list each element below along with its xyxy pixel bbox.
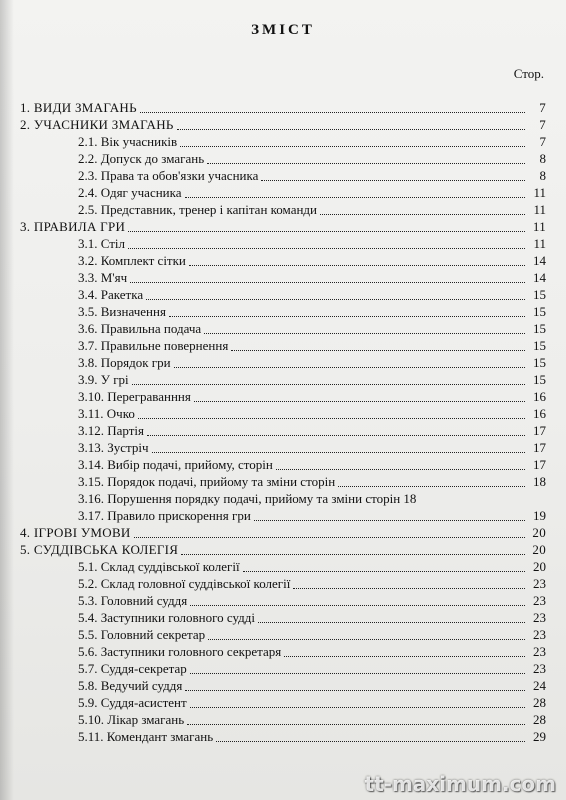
dot-leader bbox=[190, 604, 525, 606]
toc-entry-number: 2.4. bbox=[78, 185, 98, 200]
toc-entry-number: 3.14. bbox=[78, 457, 104, 472]
toc-entry-title bbox=[20, 101, 140, 115]
toc-entry-number: 3.17. bbox=[78, 508, 104, 523]
toc-entry-page: 11 bbox=[533, 185, 546, 200]
toc-entry-page: 18 bbox=[533, 474, 546, 489]
toc-entry-number: 3. bbox=[20, 219, 31, 234]
toc-entry-page: 20 bbox=[532, 542, 546, 557]
toc-entry-label: Порядок подачі, прийому та зміни сторін bbox=[107, 474, 336, 489]
toc-entry-label: Представник, тренер і капітан команди bbox=[100, 202, 317, 217]
toc-entry-number: 2.2. bbox=[78, 151, 98, 166]
toc-entry-number: 3.5. bbox=[78, 304, 98, 319]
toc-entry bbox=[20, 608, 546, 625]
toc-entry-label: Одяг учасника bbox=[100, 185, 182, 200]
toc-entry-page: 7 bbox=[539, 100, 546, 115]
toc-entry bbox=[20, 251, 546, 268]
toc-entry-number: 3.8. bbox=[78, 355, 98, 370]
dot-leader bbox=[180, 145, 525, 147]
toc-entry-number: 3.11. bbox=[78, 406, 104, 421]
toc-entry-number: 5.6. bbox=[78, 644, 98, 659]
toc-entry-label: ІГРОВІ УМОВИ bbox=[33, 525, 131, 540]
dot-leader bbox=[132, 383, 525, 385]
toc-entry bbox=[20, 659, 546, 676]
dot-leader bbox=[293, 587, 525, 589]
toc-entry-label: Права та обов'язки учасника bbox=[100, 168, 259, 183]
dot-leader bbox=[181, 553, 525, 555]
dot-leader bbox=[231, 349, 525, 351]
toc-entry-label: М'яч bbox=[100, 270, 128, 285]
toc-entry-page: 23 bbox=[533, 593, 546, 608]
toc-entry-title bbox=[78, 662, 190, 676]
toc-entry-number: 5.9. bbox=[78, 695, 98, 710]
toc-entry-number: 5.5. bbox=[78, 627, 98, 642]
toc-entry-number: 3.15. bbox=[78, 474, 104, 489]
toc-entry-title bbox=[78, 696, 190, 710]
dot-leader bbox=[187, 723, 525, 725]
toc-entry-page: 17 bbox=[533, 423, 546, 438]
dot-leader bbox=[138, 417, 525, 419]
toc-entry-number: 5.7. bbox=[78, 661, 98, 676]
dot-leader bbox=[207, 162, 525, 164]
toc-entry-title bbox=[78, 339, 231, 353]
toc-entry-title bbox=[78, 458, 276, 472]
toc-entry-page: 23 bbox=[533, 627, 546, 642]
toc-entry-label: Зустріч bbox=[107, 440, 149, 455]
toc-entry-title bbox=[20, 543, 181, 557]
toc-entry-number: 5.3. bbox=[78, 593, 98, 608]
toc-entry-title bbox=[78, 271, 130, 285]
dot-leader bbox=[204, 332, 525, 334]
toc-entry-title bbox=[20, 526, 134, 540]
site-watermark: tt-maximum.com bbox=[364, 772, 556, 796]
toc-entry bbox=[20, 591, 546, 608]
toc-entry-page: 23 bbox=[533, 610, 546, 625]
toc-entry bbox=[20, 557, 546, 574]
dot-leader bbox=[338, 485, 525, 487]
toc-entry-number: 3.13. bbox=[78, 440, 104, 455]
toc-entry-page: 20 bbox=[532, 525, 546, 540]
dot-leader bbox=[185, 196, 525, 198]
toc-entry-number: 5.8. bbox=[78, 678, 98, 693]
dot-leader bbox=[185, 689, 525, 691]
toc-entry-title bbox=[78, 679, 185, 693]
dot-leader bbox=[320, 213, 525, 215]
toc-entry-page: 14 bbox=[533, 270, 546, 285]
toc-entry-label: Комплект сітки bbox=[100, 253, 186, 268]
toc-entry-title bbox=[78, 730, 216, 744]
toc-entry-label: СУДДІВСЬКА КОЛЕГІЯ bbox=[33, 542, 179, 557]
toc-entry-page: 7 bbox=[539, 117, 546, 132]
toc-entry-page: 23 bbox=[533, 576, 546, 591]
toc-entry-label: Склад головної суддівської колегії bbox=[100, 576, 291, 591]
toc-entry-label: Правильне повернення bbox=[100, 338, 229, 353]
toc-entry bbox=[20, 574, 546, 591]
toc-entry-label: Правило прискорення гри bbox=[107, 508, 251, 523]
toc-entry-number: 2.3. bbox=[78, 168, 98, 183]
toc-entry-number: 3.3. bbox=[78, 270, 98, 285]
toc-entry-page: 17 bbox=[533, 440, 546, 455]
toc-entry-page: 11 bbox=[533, 236, 546, 251]
toc-entry bbox=[20, 132, 546, 149]
toc-entry-title bbox=[78, 254, 189, 268]
toc-entry-label: Допуск до змагань bbox=[100, 151, 205, 166]
toc-entry-page: 29 bbox=[533, 729, 546, 744]
dot-leader bbox=[174, 366, 525, 368]
dot-leader bbox=[169, 315, 525, 317]
toc-entry-number: 3.6. bbox=[78, 321, 98, 336]
toc-entry-page: 11 bbox=[533, 202, 546, 217]
toc-entry-title bbox=[78, 424, 147, 438]
toc-entry-number: 3.10. bbox=[78, 389, 104, 404]
toc-entry bbox=[20, 336, 546, 353]
toc-entry-title bbox=[78, 152, 207, 166]
toc-entry-label: У грі bbox=[100, 372, 129, 387]
toc-entry-label: Порушення порядку подачі, прийому та зміни сторін 18 bbox=[107, 491, 417, 506]
toc-entry-label: Стіл bbox=[100, 236, 126, 251]
toc-entry bbox=[20, 285, 546, 302]
page-edge-shadow bbox=[0, 0, 14, 800]
toc-entry-title bbox=[78, 441, 152, 455]
toc-entry bbox=[20, 268, 546, 285]
toc-entry bbox=[20, 455, 546, 472]
dot-leader bbox=[152, 451, 525, 453]
toc-entry-number: 5.2. bbox=[78, 576, 98, 591]
toc-entry bbox=[20, 421, 546, 438]
toc-entry-page: 15 bbox=[533, 321, 546, 336]
toc-entry-label: Суддя-секретар bbox=[100, 661, 187, 676]
toc-entry-title bbox=[78, 645, 284, 659]
dot-leader bbox=[134, 536, 525, 538]
toc-entry-title bbox=[78, 390, 194, 404]
toc-entry-title bbox=[78, 594, 190, 608]
toc-entry bbox=[20, 540, 546, 557]
dot-leader bbox=[190, 672, 525, 674]
toc-entry-label: Вибір подачі, прийому, сторін bbox=[107, 457, 273, 472]
toc-entry-title bbox=[78, 475, 338, 489]
dot-leader bbox=[261, 179, 525, 181]
toc-entry-page: 24 bbox=[533, 678, 546, 693]
toc-entry-number: 2.1. bbox=[78, 134, 98, 149]
dot-leader bbox=[216, 740, 525, 742]
toc-entry-label: Визначення bbox=[100, 304, 166, 319]
toc-entry bbox=[20, 642, 546, 659]
toc-entry-label: Заступники головного судді bbox=[100, 610, 256, 625]
toc-entry-label: Ведучий суддя bbox=[100, 678, 183, 693]
dot-leader bbox=[189, 264, 525, 266]
toc-entry-number: 5.4. bbox=[78, 610, 98, 625]
toc-entry-title bbox=[78, 169, 261, 183]
toc-entry-number: 3.9. bbox=[78, 372, 98, 387]
dot-leader bbox=[140, 111, 525, 113]
toc-entry-title bbox=[78, 186, 185, 200]
dot-leader bbox=[147, 434, 525, 436]
toc-entry bbox=[20, 506, 546, 523]
toc-entry-page: 7 bbox=[539, 134, 546, 149]
toc-entry-title bbox=[78, 356, 174, 370]
toc-entry-title bbox=[78, 628, 208, 642]
toc-entry bbox=[20, 523, 546, 540]
toc-entry-label: Склад суддівської колегії bbox=[100, 559, 240, 574]
toc-entry-label: Суддя-асистент bbox=[100, 695, 187, 710]
toc-entry bbox=[20, 727, 546, 744]
toc-entry bbox=[20, 710, 546, 727]
toc-entry-number: 3.7. bbox=[78, 338, 98, 353]
toc-entry-label: Вік учасників bbox=[100, 134, 178, 149]
toc-entry-title bbox=[78, 203, 320, 217]
toc-entry-page: 23 bbox=[533, 644, 546, 659]
toc-entry-label: ВИДИ ЗМАГАНЬ bbox=[33, 100, 137, 115]
toc-entry-page: 15 bbox=[533, 287, 546, 302]
toc-entry-page: 14 bbox=[533, 253, 546, 268]
toc-entry bbox=[20, 353, 546, 370]
toc-entry-number: 3.4. bbox=[78, 287, 98, 302]
toc-entry-title bbox=[78, 560, 243, 574]
dot-leader bbox=[276, 468, 525, 470]
toc-entry-page: 15 bbox=[533, 372, 546, 387]
toc-entry bbox=[20, 98, 546, 115]
toc-entry bbox=[20, 234, 546, 251]
toc-entry-title bbox=[20, 118, 177, 132]
toc-entry-title bbox=[78, 509, 254, 523]
toc-entry bbox=[20, 319, 546, 336]
toc-entry-label: Лікар змагань bbox=[107, 712, 185, 727]
toc-entry-page: 16 bbox=[533, 406, 546, 421]
toc-entry-page: 8 bbox=[539, 151, 546, 166]
toc-entry-page: 15 bbox=[533, 304, 546, 319]
toc-entry-page: 23 bbox=[533, 661, 546, 676]
toc-entry-number: 3.2. bbox=[78, 253, 98, 268]
page-column-label: Стор. bbox=[513, 66, 544, 81]
table-of-contents bbox=[20, 98, 546, 744]
toc-entry-title bbox=[78, 322, 204, 336]
toc-entry-label: Очко bbox=[106, 406, 135, 421]
toc-entry-title bbox=[78, 288, 146, 302]
toc-entry-number: 5.10. bbox=[78, 712, 104, 727]
toc-entry bbox=[20, 625, 546, 642]
toc-entry bbox=[20, 217, 546, 234]
toc-entry bbox=[20, 115, 546, 132]
page-title: ЗМІСТ bbox=[251, 22, 315, 38]
toc-entry bbox=[20, 387, 546, 404]
toc-entry-page: 17 bbox=[533, 457, 546, 472]
toc-entry-title bbox=[78, 577, 293, 591]
toc-entry-page: 16 bbox=[533, 389, 546, 404]
toc-entry-label: Переграванння bbox=[107, 389, 191, 404]
toc-entry-page: 28 bbox=[533, 695, 546, 710]
toc-entry-number: 5. bbox=[20, 542, 31, 557]
toc-entry-number: 2. bbox=[20, 117, 31, 132]
dot-leader bbox=[284, 655, 525, 657]
toc-entry-number: 4. bbox=[20, 525, 31, 540]
toc-entry bbox=[20, 370, 546, 387]
toc-entry-number: 3.12. bbox=[78, 423, 104, 438]
toc-entry-number: 5.1. bbox=[78, 559, 98, 574]
dot-leader bbox=[190, 706, 525, 708]
dot-leader bbox=[258, 621, 525, 623]
dot-leader bbox=[177, 128, 525, 130]
toc-entry-number: 5.11. bbox=[78, 729, 104, 744]
toc-entry-label: Головний суддя bbox=[100, 593, 188, 608]
toc-entry-label: Правильна подача bbox=[100, 321, 202, 336]
toc-entry-number: 3.16. bbox=[78, 491, 104, 506]
dot-leader bbox=[146, 298, 525, 300]
dot-leader bbox=[130, 281, 525, 283]
toc-entry bbox=[20, 438, 546, 455]
toc-entry-page: 19 bbox=[533, 508, 546, 523]
toc-entry bbox=[20, 676, 546, 693]
toc-entry-title bbox=[78, 492, 419, 506]
toc-entry-title bbox=[78, 135, 180, 149]
toc-entry bbox=[20, 404, 546, 421]
toc-entry bbox=[20, 183, 546, 200]
dot-leader bbox=[128, 247, 525, 249]
toc-entry bbox=[20, 489, 546, 506]
toc-entry-label: Комендант змагань bbox=[106, 729, 214, 744]
toc-entry-page: 20 bbox=[533, 559, 546, 574]
dot-leader bbox=[254, 519, 525, 521]
toc-entry-title bbox=[78, 373, 132, 387]
toc-entry bbox=[20, 472, 546, 489]
toc-entry bbox=[20, 149, 546, 166]
toc-entry-title bbox=[78, 237, 128, 251]
toc-entry-title bbox=[78, 611, 258, 625]
toc-entry-page: 8 bbox=[539, 168, 546, 183]
toc-entry-page: 11 bbox=[532, 219, 546, 234]
toc-entry bbox=[20, 200, 546, 217]
toc-entry bbox=[20, 693, 546, 710]
toc-entry-page: 28 bbox=[533, 712, 546, 727]
toc-entry-label: Головний секретар bbox=[100, 627, 206, 642]
toc-entry-title bbox=[78, 713, 187, 727]
toc-entry-label: Партія bbox=[107, 423, 145, 438]
toc-entry-label: ПРАВИЛА ГРИ bbox=[33, 219, 126, 234]
toc-entry-label: Ракетка bbox=[100, 287, 144, 302]
toc-entry bbox=[20, 302, 546, 319]
toc-entry-page: 15 bbox=[533, 355, 546, 370]
dot-leader bbox=[243, 570, 525, 572]
dot-leader bbox=[194, 400, 525, 402]
toc-entry-label: Заступники головного секретаря bbox=[100, 644, 282, 659]
toc-entry-title bbox=[78, 407, 138, 421]
toc-entry-page: 15 bbox=[533, 338, 546, 353]
toc-entry-number: 2.5. bbox=[78, 202, 98, 217]
toc-entry-number: 3.1. bbox=[78, 236, 98, 251]
dot-leader bbox=[208, 638, 525, 640]
toc-entry-label: УЧАСНИКИ ЗМАГАНЬ bbox=[33, 117, 174, 132]
dot-leader bbox=[128, 230, 525, 232]
toc-entry-label: Порядок гри bbox=[100, 355, 171, 370]
toc-entry-title bbox=[78, 305, 169, 319]
toc-entry-title bbox=[20, 220, 128, 234]
toc-entry-number: 1. bbox=[20, 100, 31, 115]
toc-entry bbox=[20, 166, 546, 183]
